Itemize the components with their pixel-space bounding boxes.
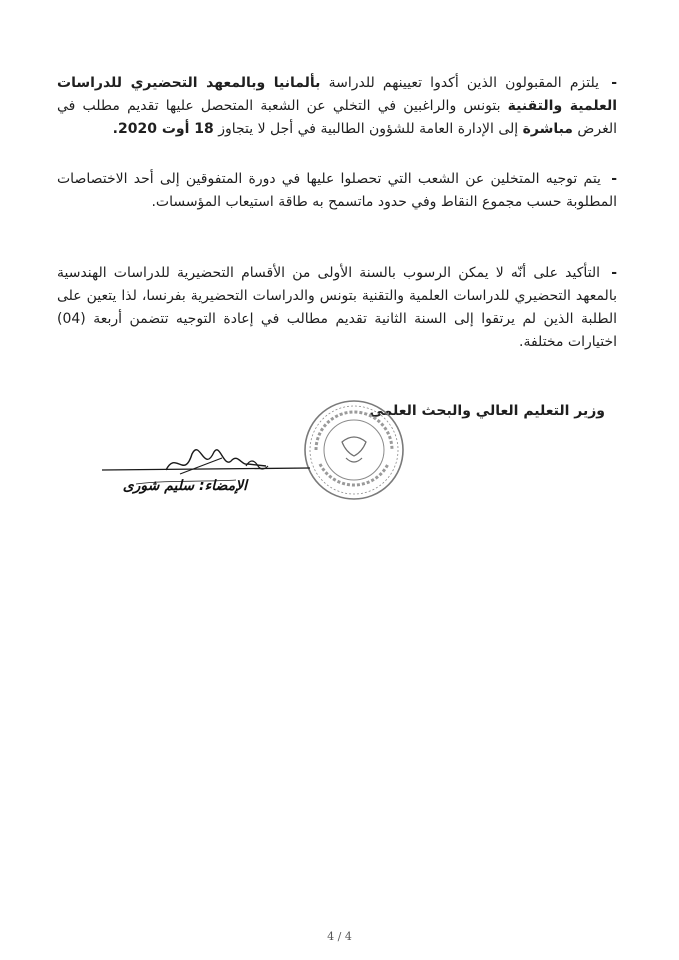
paragraph-no-repeat-year <box>57 262 617 354</box>
text-segment-bold: بألمانيا وبالمعهد التحضيري للدراسات العلمية والتقنية <box>57 75 618 114</box>
minister-title: وزير التعليم العالي والبحث العلمي <box>369 403 605 419</box>
text-segment: يلتزم المقبولون الذين أكدوا تعيينهم للدراسة <box>320 75 600 91</box>
official-seal-icon <box>302 398 406 502</box>
signature-label: الإمضاء: سليم شورى <box>122 478 247 494</box>
bullet-marker: - <box>611 171 617 187</box>
handwritten-signature-icon <box>96 440 316 512</box>
text-segment: بتونس والراغبين في التخلي عن الشعبة المتحصل عليها تقديم مطلب في الغرض <box>57 98 617 137</box>
text-segment: إلى الإدارة العامة للشؤون الطالبية في أجل لا يتجاوز <box>213 121 523 137</box>
text-segment-bold: مباشرة <box>522 121 573 137</box>
text-segment: التأكيد على أنّه لا يمكن الرسوب بالسنة الأولى من الأقسام التحضيرية للدراسات الهندسية بالمعهد التحضيري للدراسات العلمية والتقنية بتونس والدراسات التحضيرية بفرنسا، لذا يتعين على الطلبة الذين لم يرتقوا إلى السنة الثانية تقديم مطالب في إعادة التوجيه تتضمن أربعة (04) اختيارات مختلفة. <box>57 265 617 350</box>
page-number: 4 / 4 <box>327 930 352 943</box>
deadline-date: 18 أوت 2020. <box>112 121 214 137</box>
bullet-marker: - <box>611 75 617 91</box>
text-segment: يتم توجيه المتخلين عن الشعب التي تحصلوا عليها في دورة المتفوقين إلى أحد الاختصاصات المطلوبة حسب مجموع النقاط وفي حدود ماتسمح به طاقة استيعاب المؤسسات. <box>57 171 617 210</box>
paragraph-withdrawal-deadline <box>57 72 617 141</box>
bullet-marker: - <box>611 265 617 281</box>
paragraph-reorientation <box>57 168 617 214</box>
